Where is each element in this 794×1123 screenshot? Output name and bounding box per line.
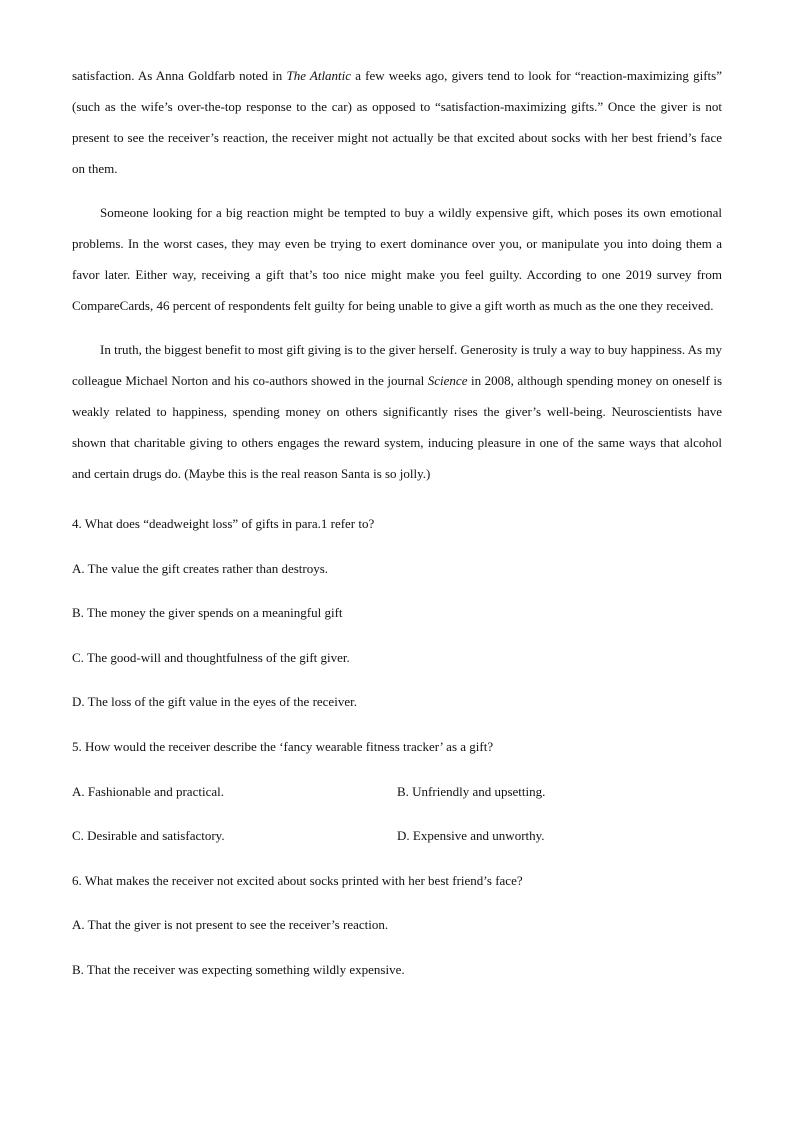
question-6-stem: 6. What makes the receiver not excited about socks printed with her best friend’s face? — [72, 872, 523, 888]
question-5-stem: 5. How would the receiver describe the ‘fancy wearable fitness tracker’ as a gift? — [72, 738, 494, 754]
question-4 — [72, 502, 722, 725]
document-page — [72, 60, 722, 993]
question-4-stem: 4. What does “deadweight loss” of gifts in para.1 refer to? — [72, 516, 375, 531]
paragraph-3-text-b: in 2008, although spending money on oneself is weakly related to happiness, spending money on others significantly rises the giver’s well-being. Neuroscientists have shown that charitable giving to others engages the reward system, inducing pleasure in one of the same ways that alcohol and certain drugs do. (Maybe this is the real reason Santa is so jolly.) — [72, 373, 723, 481]
paragraph-2 — [72, 197, 722, 321]
question-4-option-a: A. The value the gift creates rather than destroys. — [72, 560, 329, 576]
question-5-option-a: A. Fashionable and practical. — [72, 783, 224, 799]
publication-title-atlantic: The Atlantic — [286, 68, 352, 83]
question-6-option-a: A. That the giver is not present to see the receiver’s reaction. — [72, 917, 389, 933]
question-4-option-b: B. The money the giver spends on a meaningful gift — [72, 605, 343, 621]
publication-title-science: Science — [427, 373, 468, 388]
paragraph-3-text-a: In truth, the biggest benefit to most gift giving is to the giver herself. Generosity is truly a way to buy happiness. As my colleague Michael Norton and his co-authors showed in the journal — [72, 342, 722, 388]
question-5-options-row-1 — [72, 770, 722, 815]
paragraph-1-text-b: a few weeks ago, givers tend to look for “reaction-maximizing gifts” (such as the wife’s over-the-top response to the car) as opposed to “satisfaction-maximizing gifts.” Once the giver is not present to see the receiver’s reaction, the receiver might not actually be that excited about socks with her best friend’s face on them. — [72, 68, 722, 176]
question-5-option-d: D. Expensive and unworthy. — [397, 828, 545, 844]
question-5-option-b: B. Unfriendly and upsetting. — [397, 783, 546, 799]
paragraph-1 — [72, 60, 722, 184]
question-5 — [72, 725, 722, 859]
question-5-options-row-2 — [72, 814, 722, 859]
question-4-option-d: D. The loss of the gift value in the eyes of the receiver. — [72, 694, 357, 710]
question-5-option-c: C. Desirable and satisfactory. — [72, 828, 225, 844]
paragraph-1-text-a: satisfaction. As Anna Goldfarb noted in — [72, 68, 287, 83]
question-4-option-c: C. The good-will and thoughtfulness of the gift giver. — [72, 649, 350, 665]
paragraph-2-text: Someone looking for a big reaction might be tempted to buy a wildly expensive gift, which poses its own emotional problems. In the worst cases, they may even be trying to exert dominance over you, or manipulate you into doing them a favor later. Either way, receiving a gift that’s too nice might make you feel guilty. According to one 2019 survey from CompareCards, 46 percent of respondents felt guilty for being unable to give a gift worth as much as the one they received. — [72, 205, 722, 313]
paragraph-3 — [72, 334, 722, 489]
question-6 — [72, 859, 722, 993]
question-6-option-b: B. That the receiver was expecting something wildly expensive. — [72, 961, 405, 977]
